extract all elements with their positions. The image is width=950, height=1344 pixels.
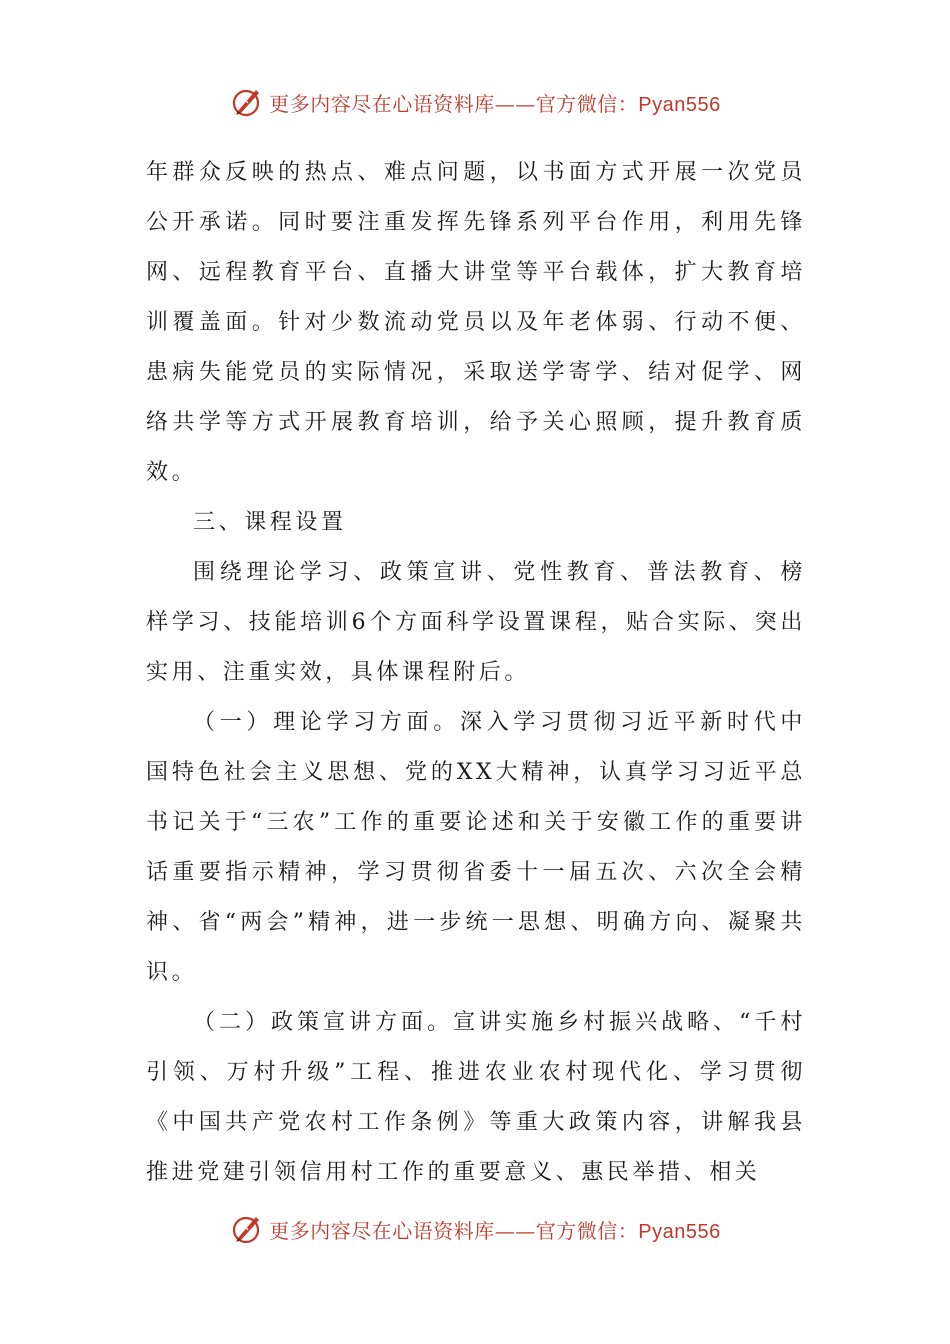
paragraph-theory-study: （一）理论学习方面。深入学习贯彻习近平新时代中国特色社会主义思想、党的XX大精神，认真学习习近平总书记关于“三农”工作的重要论述和关于安徽工作的重要讲话重要指示精神，学习贯彻省委十一届五次、六次全会精神、省“两会”精神，进一步统一思想、明确方向、凝聚共识。 [146,710,806,985]
pen-in-circle-logo-icon [229,84,265,120]
paragraph-course-overview: 围绕理论学习、政策宣讲、党性教育、普法教育、榜样学习、技能培训6个方面科学设置课程，贴合实际、突出实用、注重实效，具体课程附后。 [146,560,806,685]
pen-in-circle-logo-icon [229,1211,265,1247]
header-watermark [0,82,950,122]
paragraph-policy-lecture: （二）政策宣讲方面。宣讲实施乡村振兴战略、“千村引领、万村升级”工程、推进农业农村现代化、学习贯彻《中国共产党农村工作条例》等重大政策内容，讲解我县推进党建引领信用村工作的重要意义、惠民举措、相关 [146,1010,806,1185]
footer-watermark-text: 更多内容尽在心语资料库——官方微信：Pyan556 [269,1218,721,1243]
document-body [146,148,806,1198]
paragraph-continuation: 年群众反映的热点、难点问题，以书面方式开展一次党员公开承诺。同时要注重发挥先锋系列平台作用，利用先锋网、远程教育平台、直播大讲堂等平台载体，扩大教育培训覆盖面。针对少数流动党员以及年老体弱、行动不便、患病失能党员的实际情况，采取送学寄学、结对促学、网络共学等方式开展教育培训，给予关心照顾，提升教育质效。 [146,160,806,485]
header-watermark-text: 更多内容尽在心语资料库——官方微信：Pyan556 [269,91,721,116]
section-heading-course-setup: 三、课程设置 [193,510,347,535]
footer-watermark [0,1209,950,1249]
